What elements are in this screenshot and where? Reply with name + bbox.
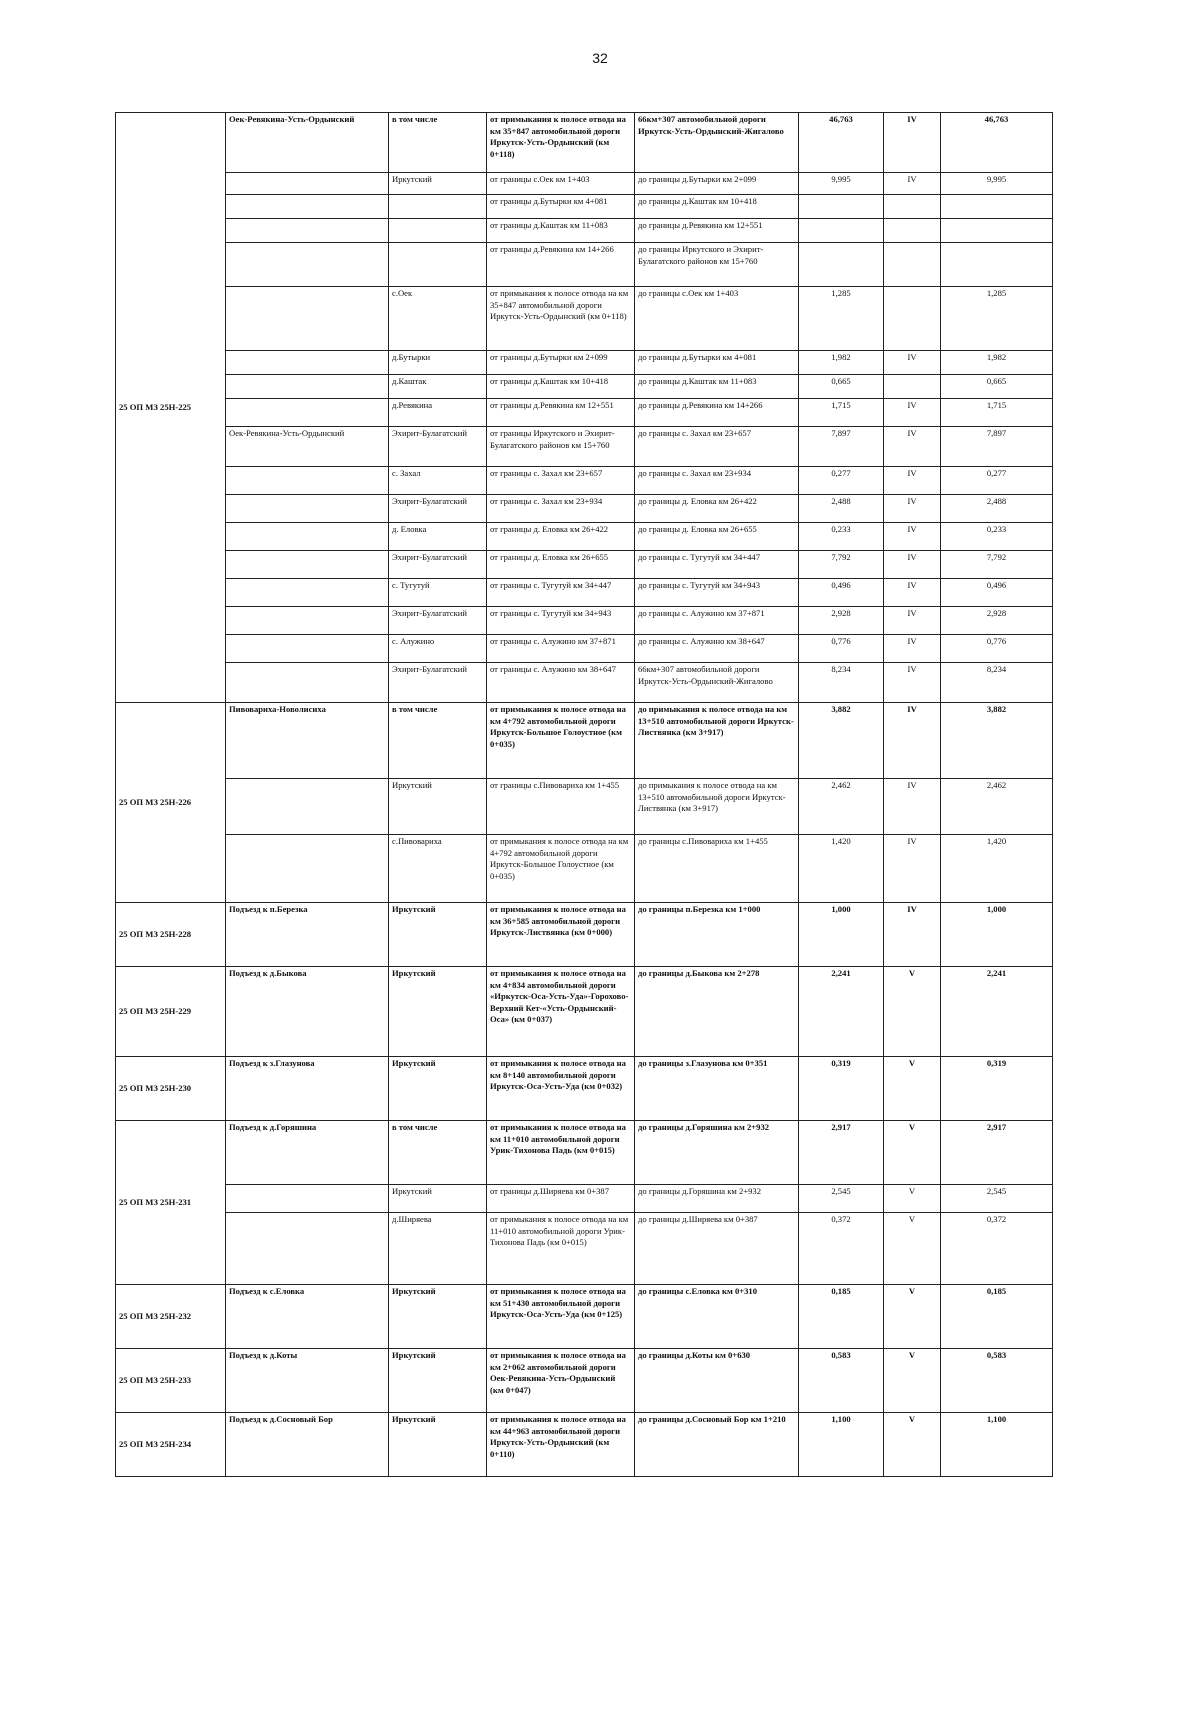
district-cell: Иркутский [389, 903, 487, 967]
table-row [116, 703, 1053, 779]
table-row [116, 779, 1053, 835]
road-name-cell: Оек-Ревякина-Усть-Ордынский [226, 113, 389, 173]
to-cell: до границы д.Ширяева км 0+387 [635, 1213, 799, 1285]
to-cell: до границы д.Каштак км 11+083 [635, 375, 799, 399]
to-cell: до границы с. Захал км 23+657 [635, 427, 799, 467]
to-cell: до границы д.Сосновый Бор км 1+210 [635, 1413, 799, 1477]
road-code-cell: 25 ОП МЗ 25Н-229 [116, 967, 226, 1057]
to-cell: до границы д.Коты км 0+630 [635, 1349, 799, 1413]
from-cell: от примыкания к полосе отвода на км 35+847 автомобильной дороги Иркутск-Усть-Ордынский (км 0+118) [487, 287, 635, 351]
road-code-cell: 25 ОП МЗ 25Н-234 [116, 1413, 226, 1477]
road-name-cell: Подъезд к с.Еловка [226, 1285, 389, 1349]
road-name-cell [226, 495, 389, 523]
district-cell [389, 219, 487, 243]
category-cell: IV [884, 399, 941, 427]
road-name-cell [226, 287, 389, 351]
from-cell: от границы д.Каштак км 11+083 [487, 219, 635, 243]
from-cell: от границы д.Каштак км 10+418 [487, 375, 635, 399]
district-cell: Иркутский [389, 1349, 487, 1413]
district-cell: Эхирит-Булагатский [389, 663, 487, 703]
to-cell: до границы д.Ревякина км 12+551 [635, 219, 799, 243]
to-cell: 66км+307 автомобильной дороги Иркутск-Усть-Ордынский-Жигалово [635, 113, 799, 173]
category-cell: IV [884, 551, 941, 579]
road-name-cell [226, 523, 389, 551]
total-cell: 0,319 [941, 1057, 1053, 1121]
road-name-cell [226, 635, 389, 663]
district-cell: в том числе [389, 703, 487, 779]
table-row [116, 835, 1053, 903]
category-cell: V [884, 1285, 941, 1349]
district-cell: д.Ревякина [389, 399, 487, 427]
road-name-cell [226, 551, 389, 579]
road-code-cell: 25 ОП МЗ 25Н-226 [116, 703, 226, 903]
road-name-cell [226, 219, 389, 243]
table-row [116, 607, 1053, 635]
district-cell: д.Каштак [389, 375, 487, 399]
from-cell: от примыкания к полосе отвода на км 35+847 автомобильной дороги Иркутск-Усть-Ордынский (км 0+118) [487, 113, 635, 173]
to-cell: до границы д. Еловка км 26+422 [635, 495, 799, 523]
length-cell: 1,285 [799, 287, 884, 351]
district-cell [389, 195, 487, 219]
total-cell: 1,715 [941, 399, 1053, 427]
road-name-cell [226, 663, 389, 703]
from-cell: от границы д.Бутырки км 2+099 [487, 351, 635, 375]
to-cell: до границы с. Тугутуй км 34+447 [635, 551, 799, 579]
district-cell: Эхирит-Булагатский [389, 607, 487, 635]
total-cell: 2,545 [941, 1185, 1053, 1213]
table-row [116, 243, 1053, 287]
length-cell: 0,372 [799, 1213, 884, 1285]
total-cell [941, 195, 1053, 219]
to-cell: до границы с. Алужино км 38+647 [635, 635, 799, 663]
from-cell: от границы с. Тугутуй км 34+447 [487, 579, 635, 607]
road-code-cell: 25 ОП МЗ 25Н-233 [116, 1349, 226, 1413]
table-row [116, 113, 1053, 173]
length-cell: 46,763 [799, 113, 884, 173]
table-row [116, 1285, 1053, 1349]
road-name-cell [226, 835, 389, 903]
total-cell: 7,792 [941, 551, 1053, 579]
table-row [116, 1057, 1053, 1121]
table-row [116, 219, 1053, 243]
table-row [116, 1185, 1053, 1213]
category-cell: IV [884, 173, 941, 195]
category-cell [884, 243, 941, 287]
category-cell: V [884, 1185, 941, 1213]
length-cell [799, 219, 884, 243]
length-cell [799, 195, 884, 219]
length-cell: 2,462 [799, 779, 884, 835]
district-cell: Иркутский [389, 1185, 487, 1213]
to-cell: до границы Иркутского и Эхирит-Булагатского районов км 15+760 [635, 243, 799, 287]
category-cell: IV [884, 835, 941, 903]
category-cell: IV [884, 523, 941, 551]
table-row [116, 399, 1053, 427]
total-cell [941, 219, 1053, 243]
length-cell: 0,583 [799, 1349, 884, 1413]
total-cell: 1,285 [941, 287, 1053, 351]
district-cell: Иркутский [389, 1285, 487, 1349]
total-cell: 2,928 [941, 607, 1053, 635]
length-cell: 2,545 [799, 1185, 884, 1213]
to-cell: до примыкания к полосе отвода на км 13+510 автомобильной дороги Иркутск-Листвянка (км 3+917) [635, 703, 799, 779]
to-cell: до границы д.Каштак км 10+418 [635, 195, 799, 219]
category-cell: IV [884, 579, 941, 607]
length-cell: 8,234 [799, 663, 884, 703]
road-name-cell [226, 1185, 389, 1213]
from-cell: от границы д.Ревякина км 12+551 [487, 399, 635, 427]
table-row [116, 195, 1053, 219]
to-cell: до границы д.Ревякина км 14+266 [635, 399, 799, 427]
category-cell: V [884, 1349, 941, 1413]
category-cell: IV [884, 467, 941, 495]
from-cell: от примыкания к полосе отвода на км 4+792 автомобильной дороги Иркутск-Большое Голоустное (км 0+035) [487, 835, 635, 903]
total-cell: 0,233 [941, 523, 1053, 551]
table-row [116, 903, 1053, 967]
category-cell: V [884, 1413, 941, 1477]
road-name-cell [226, 1213, 389, 1285]
district-cell: с. Захал [389, 467, 487, 495]
total-cell: 0,776 [941, 635, 1053, 663]
category-cell: IV [884, 607, 941, 635]
road-name-cell [226, 399, 389, 427]
table-row [116, 1349, 1053, 1413]
total-cell: 0,583 [941, 1349, 1053, 1413]
total-cell: 46,763 [941, 113, 1053, 173]
to-cell: 66км+307 автомобильной дороги Иркутск-Усть-Ордынский-Жигалово [635, 663, 799, 703]
table-row [116, 551, 1053, 579]
from-cell: от границы Иркутского и Эхирит-Булагатского районов км 15+760 [487, 427, 635, 467]
from-cell: от примыкания к полосе отвода на км 8+140 автомобильной дороги Иркутск-Оса-Усть-Уда (км 0+032) [487, 1057, 635, 1121]
from-cell: от границы д. Еловка км 26+422 [487, 523, 635, 551]
from-cell: от границы с.Пивовариха км 1+455 [487, 779, 635, 835]
road-name-cell [226, 195, 389, 219]
district-cell: Эхирит-Булагатский [389, 551, 487, 579]
category-cell: IV [884, 427, 941, 467]
road-name-cell [226, 579, 389, 607]
category-cell [884, 287, 941, 351]
road-name-cell: Пивовариха-Новолисиха [226, 703, 389, 779]
category-cell [884, 375, 941, 399]
to-cell: до границы с. Тугутуй км 34+943 [635, 579, 799, 607]
length-cell: 2,241 [799, 967, 884, 1057]
table-row [116, 1121, 1053, 1185]
from-cell: от примыкания к полосе отвода на км 51+430 автомобильной дороги Иркутск-Оса-Усть-Уда (км 0+125) [487, 1285, 635, 1349]
district-cell [389, 243, 487, 287]
category-cell: IV [884, 351, 941, 375]
category-cell: V [884, 1213, 941, 1285]
road-name-cell [226, 243, 389, 287]
to-cell: до границы д.Горяшина км 2+932 [635, 1185, 799, 1213]
district-cell: с. Алужино [389, 635, 487, 663]
length-cell: 2,917 [799, 1121, 884, 1185]
from-cell: от примыкания к полосе отвода на км 44+963 автомобильной дороги Иркутск-Усть-Ордынский (км 0+110) [487, 1413, 635, 1477]
category-cell: IV [884, 663, 941, 703]
road-name-cell [226, 351, 389, 375]
length-cell: 1,000 [799, 903, 884, 967]
from-cell: от границы д. Еловка км 26+655 [487, 551, 635, 579]
from-cell: от границы с. Захал км 23+934 [487, 495, 635, 523]
road-name-cell: Подъезд к з.Глазунова [226, 1057, 389, 1121]
district-cell: Иркутский [389, 779, 487, 835]
road-name-cell [226, 607, 389, 635]
table-row [116, 495, 1053, 523]
length-cell: 0,776 [799, 635, 884, 663]
length-cell: 7,792 [799, 551, 884, 579]
total-cell: 2,462 [941, 779, 1053, 835]
district-cell: Иркутский [389, 173, 487, 195]
district-cell: Иркутский [389, 967, 487, 1057]
length-cell: 7,897 [799, 427, 884, 467]
table-row [116, 663, 1053, 703]
length-cell: 0,496 [799, 579, 884, 607]
road-name-cell: Подъезд к д.Сосновый Бор [226, 1413, 389, 1477]
district-cell: Иркутский [389, 1413, 487, 1477]
district-cell: Эхирит-Булагатский [389, 427, 487, 467]
road-name-cell [226, 375, 389, 399]
length-cell: 0,319 [799, 1057, 884, 1121]
district-cell: д.Ширяева [389, 1213, 487, 1285]
from-cell: от границы д.Ширяева км 0+387 [487, 1185, 635, 1213]
from-cell: от границы с. Алужино км 37+871 [487, 635, 635, 663]
table-row [116, 1413, 1053, 1477]
length-cell [799, 243, 884, 287]
total-cell: 0,185 [941, 1285, 1053, 1349]
to-cell: до границы д.Горяшина км 2+932 [635, 1121, 799, 1185]
table-row [116, 351, 1053, 375]
roads-table-body [116, 113, 1053, 1477]
length-cell: 0,233 [799, 523, 884, 551]
table-row [116, 635, 1053, 663]
total-cell: 8,234 [941, 663, 1053, 703]
district-cell: в том числе [389, 1121, 487, 1185]
category-cell: IV [884, 779, 941, 835]
total-cell: 1,982 [941, 351, 1053, 375]
district-cell: Иркутский [389, 1057, 487, 1121]
length-cell: 1,715 [799, 399, 884, 427]
from-cell: от примыкания к полосе отвода на км 11+010 автомобильной дороги Урик-Тихонова Падь (км 0+015) [487, 1121, 635, 1185]
length-cell: 3,882 [799, 703, 884, 779]
district-cell: д. Еловка [389, 523, 487, 551]
table-row [116, 579, 1053, 607]
district-cell: д.Бутырки [389, 351, 487, 375]
district-cell: Эхирит-Булагатский [389, 495, 487, 523]
from-cell: от примыкания к полосе отвода на км 4+834 автомобильной дороги «Иркутск-Оса-Усть-Уда»-Горохово-Верхний Кет-«Усть-Ордынский-Оса» (км 0+037) [487, 967, 635, 1057]
total-cell: 1,100 [941, 1413, 1053, 1477]
road-name-cell: Подъезд к п.Березка [226, 903, 389, 967]
from-cell: от границы с.Оек км 1+403 [487, 173, 635, 195]
category-cell: IV [884, 113, 941, 173]
page-number: 32 [592, 50, 608, 66]
to-cell: до границы п.Березка км 1+000 [635, 903, 799, 967]
category-cell: V [884, 1057, 941, 1121]
district-cell: с. Тугутуй [389, 579, 487, 607]
total-cell: 1,000 [941, 903, 1053, 967]
category-cell: V [884, 967, 941, 1057]
to-cell: до границы д.Бутырки км 4+081 [635, 351, 799, 375]
total-cell: 0,665 [941, 375, 1053, 399]
to-cell: до границы с. Захал км 23+934 [635, 467, 799, 495]
to-cell: до границы д. Еловка км 26+655 [635, 523, 799, 551]
from-cell: от границы д.Бутырки км 4+081 [487, 195, 635, 219]
from-cell: от примыкания к полосе отвода на км 2+062 автомобильной дороги Оек-Ревякина-Усть-Ордынский (км 0+047) [487, 1349, 635, 1413]
total-cell: 0,277 [941, 467, 1053, 495]
category-cell: IV [884, 495, 941, 523]
total-cell: 2,488 [941, 495, 1053, 523]
total-cell: 7,897 [941, 427, 1053, 467]
table-row [116, 467, 1053, 495]
to-cell: до границы с.Еловка км 0+310 [635, 1285, 799, 1349]
category-cell: IV [884, 703, 941, 779]
table-row [116, 427, 1053, 467]
road-name-cell: Оек-Ревякина-Усть-Ордынский [226, 427, 389, 467]
road-name-cell: Подъезд к д.Быкова [226, 967, 389, 1057]
road-name-cell: Подъезд к д.Горяшина [226, 1121, 389, 1185]
length-cell: 0,665 [799, 375, 884, 399]
to-cell: до границы с.Оек км 1+403 [635, 287, 799, 351]
total-cell: 0,372 [941, 1213, 1053, 1285]
category-cell [884, 195, 941, 219]
total-cell: 1,420 [941, 835, 1053, 903]
length-cell: 9,995 [799, 173, 884, 195]
table-row [116, 375, 1053, 399]
from-cell: от примыкания к полосе отвода на км 4+792 автомобильной дороги Иркутск-Большое Голоустное (км 0+035) [487, 703, 635, 779]
length-cell: 2,488 [799, 495, 884, 523]
road-name-cell: Подъезд к д.Коты [226, 1349, 389, 1413]
road-code-cell: 25 ОП МЗ 25Н-225 [116, 113, 226, 703]
from-cell: от границы с. Захал км 23+657 [487, 467, 635, 495]
to-cell: до границы з.Глазунова км 0+351 [635, 1057, 799, 1121]
district-cell: в том числе [389, 113, 487, 173]
to-cell: до примыкания к полосе отвода на км 13+510 автомобильной дороги Иркутск-Листвянка (км 3+917) [635, 779, 799, 835]
table-row [116, 967, 1053, 1057]
table-row [116, 287, 1053, 351]
length-cell: 1,982 [799, 351, 884, 375]
road-name-cell [226, 779, 389, 835]
road-name-cell [226, 467, 389, 495]
road-code-cell: 25 ОП МЗ 25Н-228 [116, 903, 226, 967]
table-row [116, 523, 1053, 551]
length-cell: 0,185 [799, 1285, 884, 1349]
table-row [116, 173, 1053, 195]
district-cell: с.Пивовариха [389, 835, 487, 903]
length-cell: 1,420 [799, 835, 884, 903]
to-cell: до границы с.Пивовариха км 1+455 [635, 835, 799, 903]
to-cell: до границы д.Быкова км 2+278 [635, 967, 799, 1057]
from-cell: от примыкания к полосе отвода на км 36+585 автомобильной дороги Иркутск-Листвянка (км 0+000) [487, 903, 635, 967]
total-cell: 0,496 [941, 579, 1053, 607]
category-cell [884, 219, 941, 243]
length-cell: 2,928 [799, 607, 884, 635]
to-cell: до границы с. Алужино км 37+871 [635, 607, 799, 635]
table-row [116, 1213, 1053, 1285]
total-cell: 9,995 [941, 173, 1053, 195]
length-cell: 1,100 [799, 1413, 884, 1477]
district-cell: с.Оек [389, 287, 487, 351]
total-cell [941, 243, 1053, 287]
from-cell: от границы д.Ревякина км 14+266 [487, 243, 635, 287]
category-cell: V [884, 1121, 941, 1185]
total-cell: 2,241 [941, 967, 1053, 1057]
from-cell: от границы с. Алужино км 38+647 [487, 663, 635, 703]
roads-table [115, 112, 1053, 1477]
total-cell: 3,882 [941, 703, 1053, 779]
category-cell: IV [884, 903, 941, 967]
from-cell: от границы с. Тугутуй км 34+943 [487, 607, 635, 635]
total-cell: 2,917 [941, 1121, 1053, 1185]
to-cell: до границы д.Бутырки км 2+099 [635, 173, 799, 195]
category-cell: IV [884, 635, 941, 663]
road-code-cell: 25 ОП МЗ 25Н-231 [116, 1121, 226, 1285]
road-code-cell: 25 ОП МЗ 25Н-232 [116, 1285, 226, 1349]
length-cell: 0,277 [799, 467, 884, 495]
road-code-cell: 25 ОП МЗ 25Н-230 [116, 1057, 226, 1121]
from-cell: от примыкания к полосе отвода на км 11+010 автомобильной дороги Урик-Тихонова Падь (км 0+015) [487, 1213, 635, 1285]
road-name-cell [226, 173, 389, 195]
